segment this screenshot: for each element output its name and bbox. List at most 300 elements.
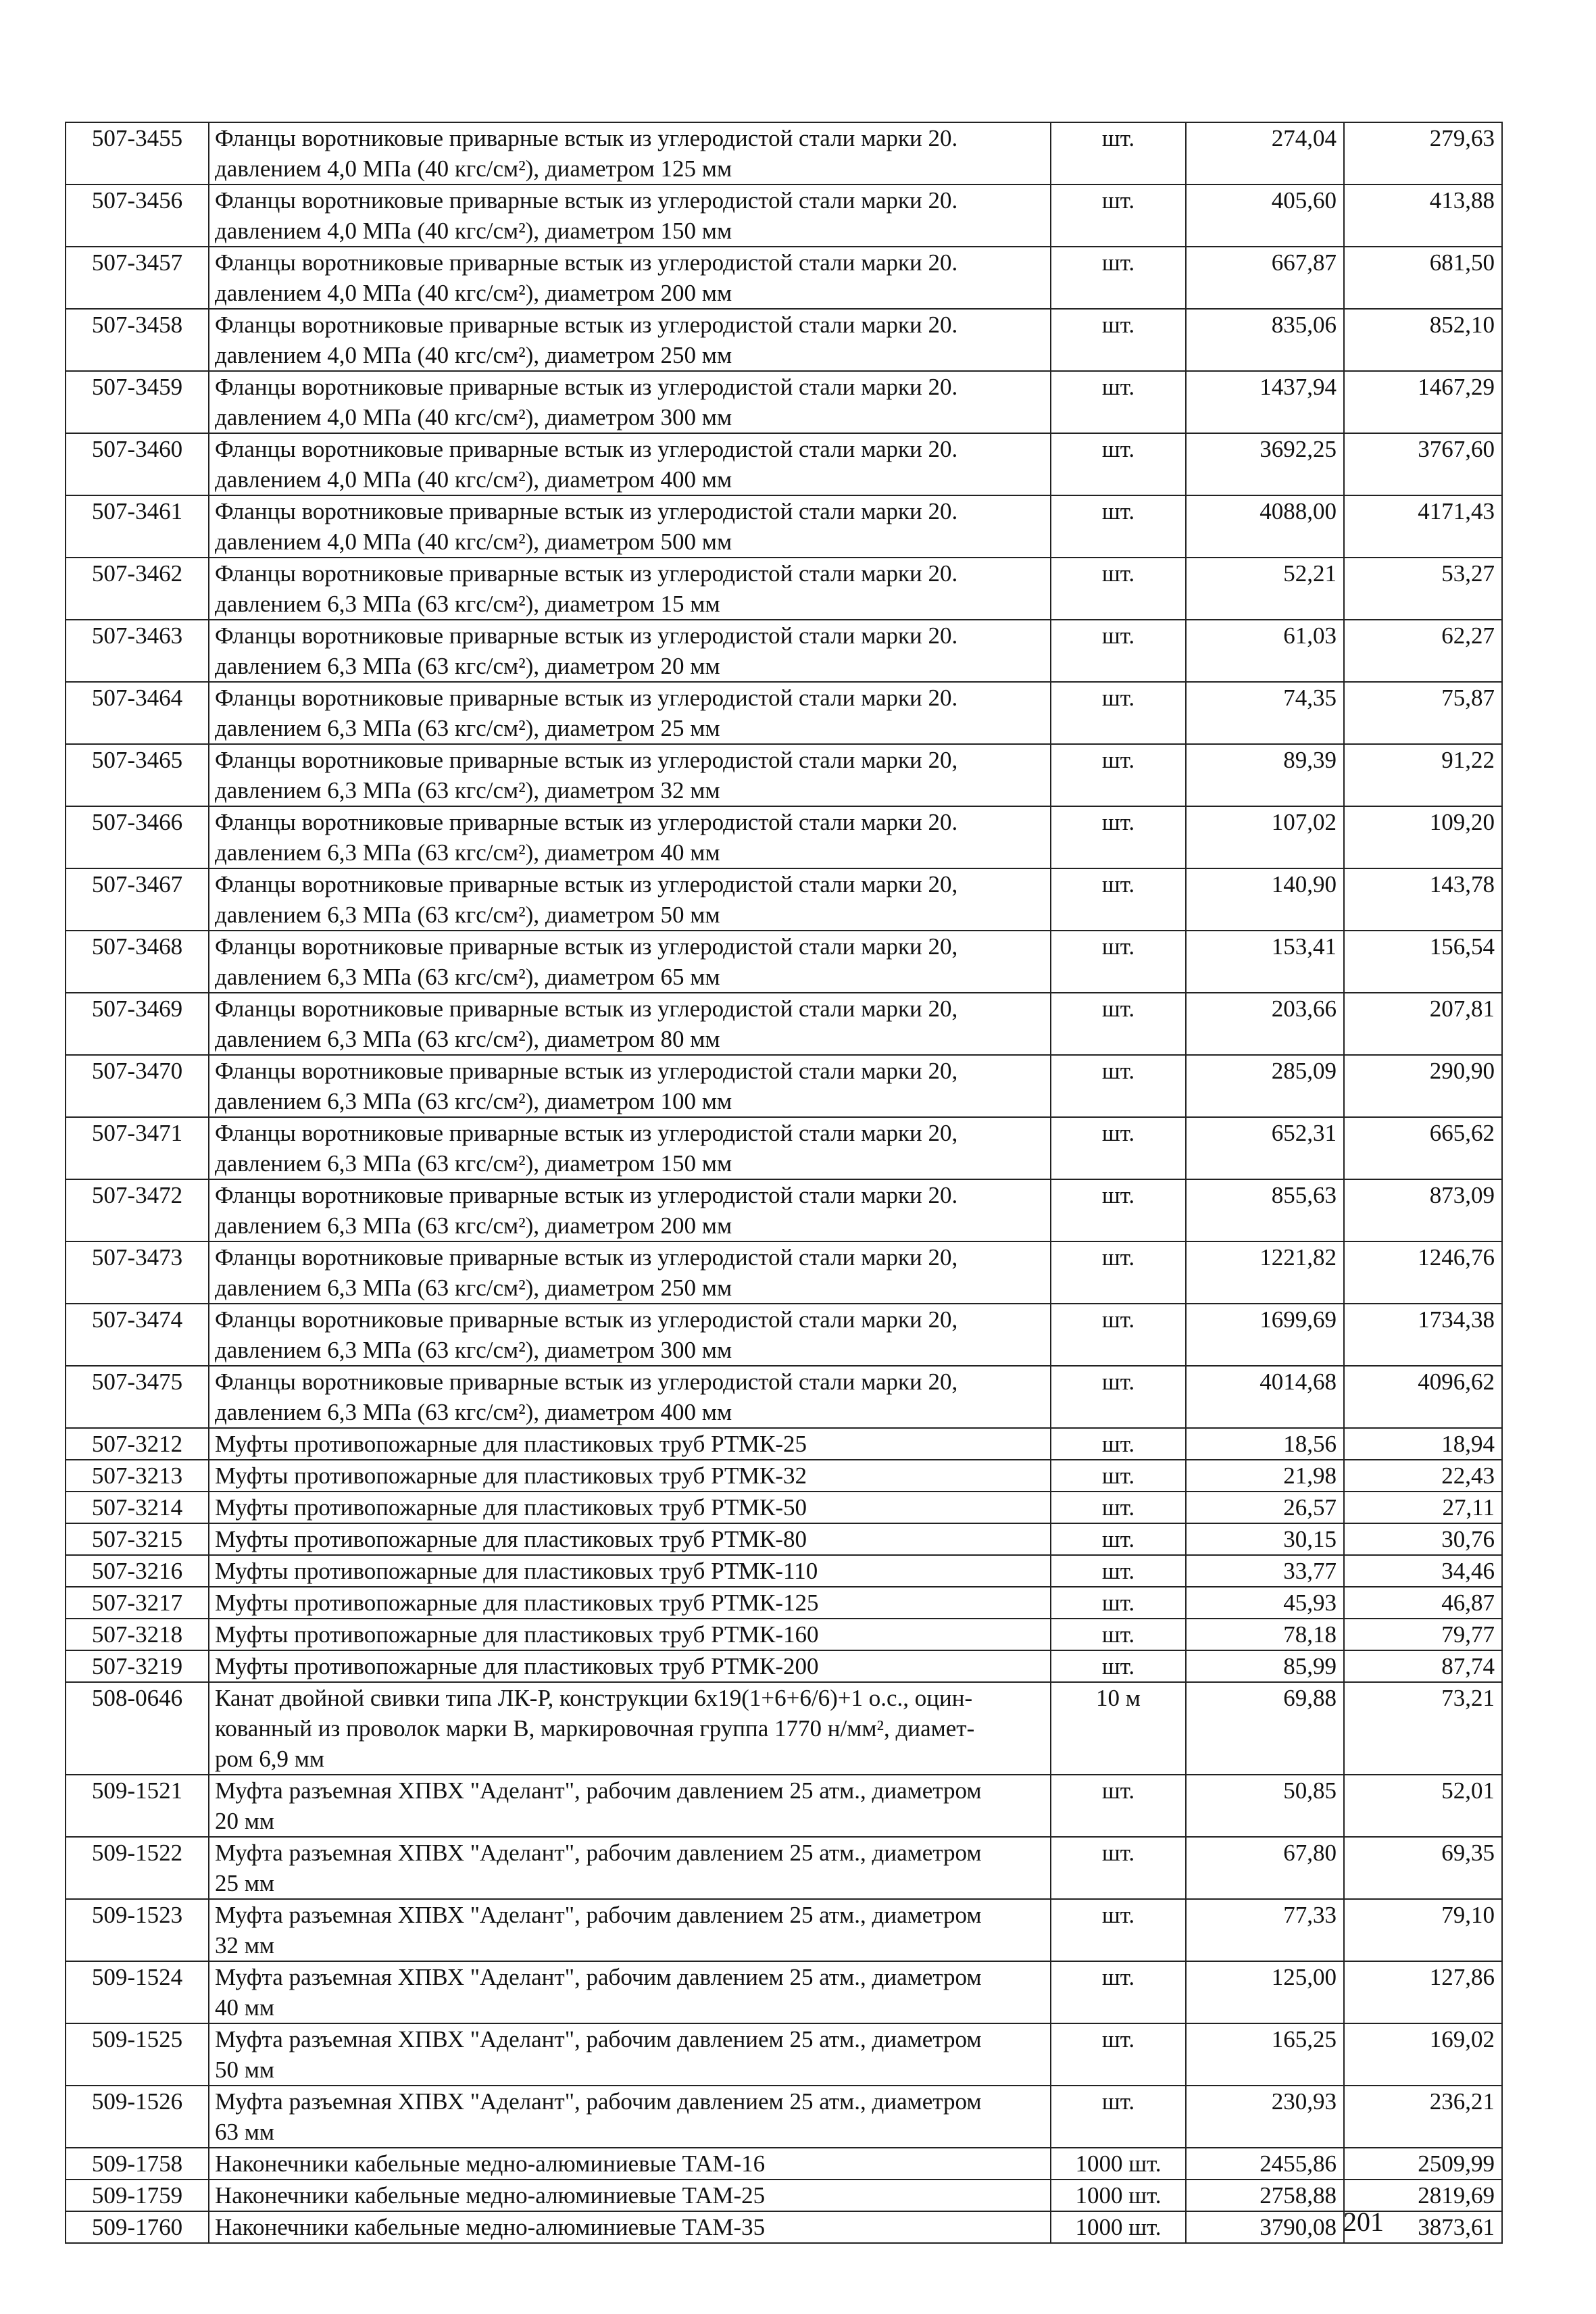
- item-unit: шт.: [1051, 682, 1186, 744]
- item-unit: 1000 шт.: [1051, 2211, 1186, 2243]
- description-line: Наконечники кабельные медно-алюминиевые ТАМ-16: [215, 2150, 766, 2177]
- item-code: 507-3457: [66, 247, 209, 309]
- description-line: Наконечники кабельные медно-алюминиевые ТАМ-35: [215, 2214, 766, 2240]
- item-code: 507-3467: [66, 868, 209, 931]
- item-price-2: 87,74: [1344, 1650, 1502, 1682]
- item-unit: шт.: [1051, 1117, 1186, 1179]
- item-unit: шт.: [1051, 247, 1186, 309]
- item-price-2: 2509,99: [1344, 2148, 1502, 2180]
- item-description: [209, 868, 1051, 931]
- description-line: Фланцы воротниковые приварные встык из углеродистой стали марки 20.: [215, 809, 958, 835]
- description-line: Фланцы воротниковые приварные встык из углеродистой стали марки 20,: [215, 1244, 958, 1271]
- table-row: [66, 1555, 1502, 1587]
- description-line: давлением 6,3 МПа (63 кгс/см²), диаметром 32 мм: [215, 777, 720, 804]
- item-price-1: 45,93: [1186, 1587, 1344, 1619]
- description-line: Фланцы воротниковые приварные встык из углеродистой стали марки 20,: [215, 871, 958, 897]
- description-line: давлением 6,3 МПа (63 кгс/см²), диаметром 80 мм: [215, 1026, 720, 1052]
- item-code: 507-3469: [66, 993, 209, 1055]
- item-price-2: 53,27: [1344, 558, 1502, 620]
- item-price-2: 852,10: [1344, 309, 1502, 371]
- item-price-2: 681,50: [1344, 247, 1502, 309]
- description-line: давлением 6,3 МПа (63 кгс/см²), диаметром 200 мм: [215, 1212, 732, 1239]
- item-unit: шт.: [1051, 868, 1186, 931]
- item-unit: шт.: [1051, 931, 1186, 993]
- table-row: [66, 1428, 1502, 1460]
- item-price-2: 127,86: [1344, 1961, 1502, 2023]
- item-unit: шт.: [1051, 993, 1186, 1055]
- item-price-1: 285,09: [1186, 1055, 1344, 1117]
- item-price-2: 3767,60: [1344, 433, 1502, 495]
- table-row: [66, 1587, 1502, 1619]
- item-price-2: 873,09: [1344, 1179, 1502, 1241]
- item-code: 507-3459: [66, 371, 209, 433]
- item-code: 509-1523: [66, 1899, 209, 1961]
- item-price-2: 79,77: [1344, 1619, 1502, 1650]
- description-line: Муфты противопожарные для пластиковых труб РТМК-32: [215, 1462, 807, 1489]
- table-row: [66, 1179, 1502, 1241]
- description-line: Фланцы воротниковые приварные встык из углеродистой стали марки 20.: [215, 685, 958, 711]
- item-price-1: 77,33: [1186, 1899, 1344, 1961]
- page-number: 201: [1343, 2207, 1384, 2237]
- description-line: Фланцы воротниковые приварные встык из углеродистой стали марки 20.: [215, 249, 958, 276]
- description-line: 50 мм: [215, 2057, 275, 2083]
- item-code: 507-3468: [66, 931, 209, 993]
- item-description: [209, 744, 1051, 806]
- table-row: [66, 2148, 1502, 2180]
- item-code: 507-3462: [66, 558, 209, 620]
- item-unit: шт.: [1051, 1304, 1186, 1366]
- item-code: 507-3213: [66, 1460, 209, 1492]
- table-row: [66, 1961, 1502, 2023]
- description-line: Муфта разъемная ХПВХ "Аделант", рабочим давлением 25 атм., диаметром: [215, 2088, 982, 2115]
- price-table-container: [65, 122, 1501, 2244]
- table-row: [66, 1775, 1502, 1837]
- item-unit: шт.: [1051, 1587, 1186, 1619]
- item-unit: 10 м: [1051, 1682, 1186, 1775]
- item-price-2: 109,20: [1344, 806, 1502, 868]
- item-code: 507-3216: [66, 1555, 209, 1587]
- item-price-2: 1467,29: [1344, 371, 1502, 433]
- table-row: [66, 620, 1502, 682]
- item-price-1: 33,77: [1186, 1555, 1344, 1587]
- item-description: [209, 931, 1051, 993]
- item-description: [209, 1555, 1051, 1587]
- table-row: [66, 495, 1502, 558]
- item-code: 507-3475: [66, 1366, 209, 1428]
- description-line: Муфты противопожарные для пластиковых труб РТМК-110: [215, 1558, 818, 1584]
- description-line: давлением 6,3 МПа (63 кгс/см²), диаметром 300 мм: [215, 1337, 732, 1363]
- description-line: Фланцы воротниковые приварные встык из углеродистой стали марки 20,: [215, 995, 958, 1022]
- item-price-1: 667,87: [1186, 247, 1344, 309]
- item-unit: шт.: [1051, 184, 1186, 247]
- item-price-2: 30,76: [1344, 1523, 1502, 1555]
- item-price-1: 3790,08: [1186, 2211, 1344, 2243]
- item-description: [209, 1899, 1051, 1961]
- description-line: Муфта разъемная ХПВХ "Аделант", рабочим давлением 25 атм., диаметром: [215, 1840, 982, 1866]
- item-price-1: 165,25: [1186, 2023, 1344, 2086]
- item-price-1: 4014,68: [1186, 1366, 1344, 1428]
- item-price-1: 85,99: [1186, 1650, 1344, 1682]
- price-table-body: [66, 122, 1502, 2243]
- item-price-1: 89,39: [1186, 744, 1344, 806]
- item-price-1: 274,04: [1186, 122, 1344, 184]
- item-unit: шт.: [1051, 1241, 1186, 1304]
- description-line: Муфта разъемная ХПВХ "Аделант", рабочим давлением 25 атм., диаметром: [215, 1964, 982, 1990]
- item-price-1: 855,63: [1186, 1179, 1344, 1241]
- description-line: 20 мм: [215, 1808, 275, 1834]
- description-line: 25 мм: [215, 1870, 275, 1896]
- description-line: Муфты противопожарные для пластиковых труб РТМК-160: [215, 1621, 819, 1648]
- item-unit: шт.: [1051, 433, 1186, 495]
- description-line: давлением 6,3 МПа (63 кгс/см²), диаметром 250 мм: [215, 1275, 732, 1301]
- item-code: 507-3219: [66, 1650, 209, 1682]
- item-price-1: 21,98: [1186, 1460, 1344, 1492]
- item-unit: шт.: [1051, 1492, 1186, 1523]
- item-unit: 1000 шт.: [1051, 2180, 1186, 2211]
- item-description: [209, 682, 1051, 744]
- item-description: [209, 1650, 1051, 1682]
- item-description: [209, 1961, 1051, 2023]
- description-line: Муфты противопожарные для пластиковых труб РТМК-125: [215, 1590, 819, 1616]
- item-price-2: 290,90: [1344, 1055, 1502, 1117]
- item-code: 507-3455: [66, 122, 209, 184]
- description-line: давлением 6,3 МПа (63 кгс/см²), диаметром 20 мм: [215, 653, 720, 679]
- item-price-1: 230,93: [1186, 2086, 1344, 2148]
- item-unit: шт.: [1051, 806, 1186, 868]
- table-row: [66, 2086, 1502, 2148]
- table-row: [66, 2180, 1502, 2211]
- description-line: давлением 4,0 МПа (40 кгс/см²), диаметром 125 мм: [215, 155, 732, 182]
- table-row: [66, 1682, 1502, 1775]
- table-row: [66, 868, 1502, 931]
- item-price-1: 107,02: [1186, 806, 1344, 868]
- item-code: 507-3474: [66, 1304, 209, 1366]
- item-price-1: 4088,00: [1186, 495, 1344, 558]
- item-price-2: 2819,69: [1344, 2180, 1502, 2211]
- description-line: Канат двойной свивки типа ЛК-Р, конструкции 6х19(1+6+6/6)+1 о.с., оцин-: [215, 1685, 973, 1711]
- item-code: 507-3463: [66, 620, 209, 682]
- item-price-2: 1246,76: [1344, 1241, 1502, 1304]
- description-line: Муфта разъемная ХПВХ "Аделант", рабочим давлением 25 атм., диаметром: [215, 1902, 982, 1928]
- item-description: [209, 122, 1051, 184]
- item-description: [209, 1837, 1051, 1899]
- description-line: Фланцы воротниковые приварные встык из углеродистой стали марки 20,: [215, 933, 958, 960]
- item-price-1: 1699,69: [1186, 1304, 1344, 1366]
- item-price-2: 62,27: [1344, 620, 1502, 682]
- table-row: [66, 371, 1502, 433]
- description-line: Фланцы воротниковые приварные встык из углеродистой стали марки 20.: [215, 312, 958, 338]
- item-price-1: 405,60: [1186, 184, 1344, 247]
- item-price-2: 665,62: [1344, 1117, 1502, 1179]
- description-line: Фланцы воротниковые приварные встык из углеродистой стали марки 20,: [215, 747, 958, 773]
- item-description: [209, 1117, 1051, 1179]
- item-price-1: 50,85: [1186, 1775, 1344, 1837]
- description-line: 40 мм: [215, 1994, 275, 2021]
- item-price-1: 1437,94: [1186, 371, 1344, 433]
- item-code: 507-3473: [66, 1241, 209, 1304]
- item-code: 507-3217: [66, 1587, 209, 1619]
- description-line: Наконечники кабельные медно-алюминиевые ТАМ-25: [215, 2182, 766, 2209]
- item-description: [209, 1428, 1051, 1460]
- table-row: [66, 1366, 1502, 1428]
- item-description: [209, 1587, 1051, 1619]
- description-line: Фланцы воротниковые приварные встык из углеродистой стали марки 20.: [215, 436, 958, 462]
- item-price-1: 1221,82: [1186, 1241, 1344, 1304]
- item-description: [209, 433, 1051, 495]
- item-unit: шт.: [1051, 558, 1186, 620]
- item-unit: шт.: [1051, 1775, 1186, 1837]
- item-description: [209, 1179, 1051, 1241]
- item-code: 509-1524: [66, 1961, 209, 2023]
- item-price-2: 79,10: [1344, 1899, 1502, 1961]
- description-line: давлением 6,3 МПа (63 кгс/см²), диаметром 15 мм: [215, 591, 720, 617]
- item-code: 507-3214: [66, 1492, 209, 1523]
- table-row: [66, 2023, 1502, 2086]
- item-price-2: 169,02: [1344, 2023, 1502, 2086]
- item-description: [209, 1492, 1051, 1523]
- item-description: [209, 2023, 1051, 2086]
- description-line: давлением 6,3 МПа (63 кгс/см²), диаметром 50 мм: [215, 902, 720, 928]
- table-row: [66, 2211, 1502, 2243]
- item-unit: шт.: [1051, 371, 1186, 433]
- item-code: 507-3215: [66, 1523, 209, 1555]
- item-price-1: 2758,88: [1186, 2180, 1344, 2211]
- description-line: давлением 6,3 МПа (63 кгс/см²), диаметром 150 мм: [215, 1150, 732, 1177]
- item-price-2: 73,21: [1344, 1682, 1502, 1775]
- item-description: [209, 806, 1051, 868]
- item-description: [209, 558, 1051, 620]
- item-code: 507-3465: [66, 744, 209, 806]
- item-price-2: 52,01: [1344, 1775, 1502, 1837]
- description-line: давлением 4,0 МПа (40 кгс/см²), диаметром 500 мм: [215, 528, 732, 555]
- item-description: [209, 1366, 1051, 1428]
- item-price-1: 835,06: [1186, 309, 1344, 371]
- item-price-1: 67,80: [1186, 1837, 1344, 1899]
- table-row: [66, 1619, 1502, 1650]
- item-price-1: 153,41: [1186, 931, 1344, 993]
- item-unit: шт.: [1051, 1055, 1186, 1117]
- item-description: [209, 1460, 1051, 1492]
- item-price-1: 30,15: [1186, 1523, 1344, 1555]
- item-unit: шт.: [1051, 744, 1186, 806]
- item-unit: шт.: [1051, 1837, 1186, 1899]
- description-line: давлением 4,0 МПа (40 кгс/см²), диаметром 250 мм: [215, 342, 732, 368]
- item-price-2: 413,88: [1344, 184, 1502, 247]
- item-unit: шт.: [1051, 309, 1186, 371]
- item-unit: шт.: [1051, 495, 1186, 558]
- table-row: [66, 1304, 1502, 1366]
- item-code: 508-0646: [66, 1682, 209, 1775]
- description-line: давлением 6,3 МПа (63 кгс/см²), диаметром 40 мм: [215, 839, 720, 866]
- item-unit: шт.: [1051, 1961, 1186, 2023]
- table-row: [66, 1899, 1502, 1961]
- table-row: [66, 1523, 1502, 1555]
- item-price-2: 27,11: [1344, 1492, 1502, 1523]
- description-line: Фланцы воротниковые приварные встык из углеродистой стали марки 20.: [215, 374, 958, 400]
- description-line: Фланцы воротниковые приварные встык из углеродистой стали марки 20.: [215, 187, 958, 214]
- item-code: 507-3460: [66, 433, 209, 495]
- item-code: 507-3212: [66, 1428, 209, 1460]
- item-price-2: 279,63: [1344, 122, 1502, 184]
- item-description: [209, 1523, 1051, 1555]
- description-line: Фланцы воротниковые приварные встык из углеродистой стали марки 20,: [215, 1306, 958, 1333]
- item-code: 507-3218: [66, 1619, 209, 1650]
- item-unit: шт.: [1051, 2023, 1186, 2086]
- table-row: [66, 184, 1502, 247]
- item-unit: шт.: [1051, 1619, 1186, 1650]
- table-row: [66, 682, 1502, 744]
- table-row: [66, 931, 1502, 993]
- item-price-2: 34,46: [1344, 1555, 1502, 1587]
- item-description: [209, 1619, 1051, 1650]
- item-description: [209, 309, 1051, 371]
- item-unit: шт.: [1051, 1366, 1186, 1428]
- item-price-2: 46,87: [1344, 1587, 1502, 1619]
- item-description: [209, 1241, 1051, 1304]
- description-line: давлением 4,0 МПа (40 кгс/см²), диаметром 200 мм: [215, 280, 732, 306]
- item-price-1: 18,56: [1186, 1428, 1344, 1460]
- item-price-2: 69,35: [1344, 1837, 1502, 1899]
- description-line: давлением 4,0 МПа (40 кгс/см²), диаметром 400 мм: [215, 466, 732, 493]
- item-description: [209, 247, 1051, 309]
- table-row: [66, 1837, 1502, 1899]
- item-code: 509-1521: [66, 1775, 209, 1837]
- table-row: [66, 1492, 1502, 1523]
- description-line: Фланцы воротниковые приварные встык из углеродистой стали марки 20.: [215, 560, 958, 587]
- item-price-1: 125,00: [1186, 1961, 1344, 2023]
- item-price-2: 4171,43: [1344, 495, 1502, 558]
- item-price-2: 143,78: [1344, 868, 1502, 931]
- table-row: [66, 558, 1502, 620]
- item-price-2: 75,87: [1344, 682, 1502, 744]
- description-line: 32 мм: [215, 1932, 275, 1959]
- item-code: 507-3464: [66, 682, 209, 744]
- description-line: Муфта разъемная ХПВХ "Аделант", рабочим давлением 25 атм., диаметром: [215, 1777, 982, 1804]
- description-line: ром 6,9 мм: [215, 1746, 325, 1772]
- item-price-1: 3692,25: [1186, 433, 1344, 495]
- item-unit: шт.: [1051, 1428, 1186, 1460]
- item-price-1: 203,66: [1186, 993, 1344, 1055]
- table-row: [66, 744, 1502, 806]
- description-line: давлением 4,0 МПа (40 кгс/см²), диаметром 300 мм: [215, 404, 732, 430]
- description-line: Фланцы воротниковые приварные встык из углеродистой стали марки 20.: [215, 498, 958, 524]
- item-unit: шт.: [1051, 1899, 1186, 1961]
- item-price-1: 74,35: [1186, 682, 1344, 744]
- description-line: давлением 4,0 МПа (40 кгс/см²), диаметром 150 мм: [215, 218, 732, 244]
- item-unit: 1000 шт.: [1051, 2148, 1186, 2180]
- item-description: [209, 2086, 1051, 2148]
- item-price-2: 22,43: [1344, 1460, 1502, 1492]
- description-line: давлением 6,3 МПа (63 кгс/см²), диаметром 400 мм: [215, 1399, 732, 1425]
- description-line: Фланцы воротниковые приварные встык из углеродистой стали марки 20,: [215, 1120, 958, 1146]
- table-row: [66, 1117, 1502, 1179]
- item-description: [209, 620, 1051, 682]
- item-description: [209, 371, 1051, 433]
- description-line: Муфты противопожарные для пластиковых труб РТМК-200: [215, 1653, 819, 1679]
- item-description: [209, 1775, 1051, 1837]
- item-code: 507-3466: [66, 806, 209, 868]
- item-code: 507-3472: [66, 1179, 209, 1241]
- item-description: [209, 495, 1051, 558]
- description-line: Фланцы воротниковые приварные встык из углеродистой стали марки 20,: [215, 1058, 958, 1084]
- item-price-1: 652,31: [1186, 1117, 1344, 1179]
- item-description: [209, 2180, 1051, 2211]
- item-code: 507-3471: [66, 1117, 209, 1179]
- item-price-2: 236,21: [1344, 2086, 1502, 2148]
- table-row: [66, 1650, 1502, 1682]
- description-line: 63 мм: [215, 2119, 275, 2145]
- description-line: Фланцы воротниковые приварные встык из углеродистой стали марки 20.: [215, 622, 958, 649]
- item-price-2: 207,81: [1344, 993, 1502, 1055]
- item-description: [209, 1304, 1051, 1366]
- table-row: [66, 1460, 1502, 1492]
- price-table: [65, 122, 1503, 2244]
- item-description: [209, 2211, 1051, 2243]
- description-line: давлением 6,3 МПа (63 кгс/см²), диаметром 65 мм: [215, 964, 720, 990]
- item-price-2: 4096,62: [1344, 1366, 1502, 1428]
- item-price-1: 140,90: [1186, 868, 1344, 931]
- item-price-1: 52,21: [1186, 558, 1344, 620]
- item-description: [209, 993, 1051, 1055]
- item-unit: шт.: [1051, 1650, 1186, 1682]
- table-row: [66, 1055, 1502, 1117]
- description-line: Фланцы воротниковые приварные встык из углеродистой стали марки 20.: [215, 1182, 958, 1208]
- item-unit: шт.: [1051, 620, 1186, 682]
- item-code: 507-3461: [66, 495, 209, 558]
- item-unit: шт.: [1051, 1555, 1186, 1587]
- item-price-1: 26,57: [1186, 1492, 1344, 1523]
- item-code: 509-1525: [66, 2023, 209, 2086]
- item-description: [209, 2148, 1051, 2180]
- description-line: давлением 6,3 МПа (63 кгс/см²), диаметром 25 мм: [215, 715, 720, 741]
- item-code: 509-1526: [66, 2086, 209, 2148]
- table-row: [66, 433, 1502, 495]
- table-row: [66, 309, 1502, 371]
- item-code: 509-1758: [66, 2148, 209, 2180]
- item-code: 509-1760: [66, 2211, 209, 2243]
- item-price-1: 78,18: [1186, 1619, 1344, 1650]
- item-price-1: 69,88: [1186, 1682, 1344, 1775]
- item-code: 509-1522: [66, 1837, 209, 1899]
- item-unit: шт.: [1051, 1179, 1186, 1241]
- table-row: [66, 1241, 1502, 1304]
- item-price-2: 18,94: [1344, 1428, 1502, 1460]
- item-price-1: 2455,86: [1186, 2148, 1344, 2180]
- item-price-1: 61,03: [1186, 620, 1344, 682]
- item-code: 507-3470: [66, 1055, 209, 1117]
- item-unit: шт.: [1051, 1523, 1186, 1555]
- item-price-2: 91,22: [1344, 744, 1502, 806]
- description-line: Муфты противопожарные для пластиковых труб РТМК-80: [215, 1526, 807, 1552]
- table-row: [66, 122, 1502, 184]
- item-description: [209, 1682, 1051, 1775]
- item-price-2: 156,54: [1344, 931, 1502, 993]
- description-line: Фланцы воротниковые приварные встык из углеродистой стали марки 20,: [215, 1369, 958, 1395]
- table-row: [66, 806, 1502, 868]
- item-code: 507-3458: [66, 309, 209, 371]
- item-unit: шт.: [1051, 2086, 1186, 2148]
- item-unit: шт.: [1051, 122, 1186, 184]
- item-description: [209, 1055, 1051, 1117]
- description-line: давлением 6,3 МПа (63 кгс/см²), диаметром 100 мм: [215, 1088, 732, 1114]
- description-line: Муфта разъемная ХПВХ "Аделант", рабочим давлением 25 атм., диаметром: [215, 2026, 982, 2052]
- description-line: Муфты противопожарные для пластиковых труб РТМК-50: [215, 1494, 807, 1521]
- description-line: Муфты противопожарные для пластиковых труб РТМК-25: [215, 1431, 807, 1457]
- item-description: [209, 184, 1051, 247]
- description-line: кованный из проволок марки В, маркировочная группа 1770 н/мм², диамет-: [215, 1715, 975, 1742]
- item-unit: шт.: [1051, 1460, 1186, 1492]
- table-row: [66, 993, 1502, 1055]
